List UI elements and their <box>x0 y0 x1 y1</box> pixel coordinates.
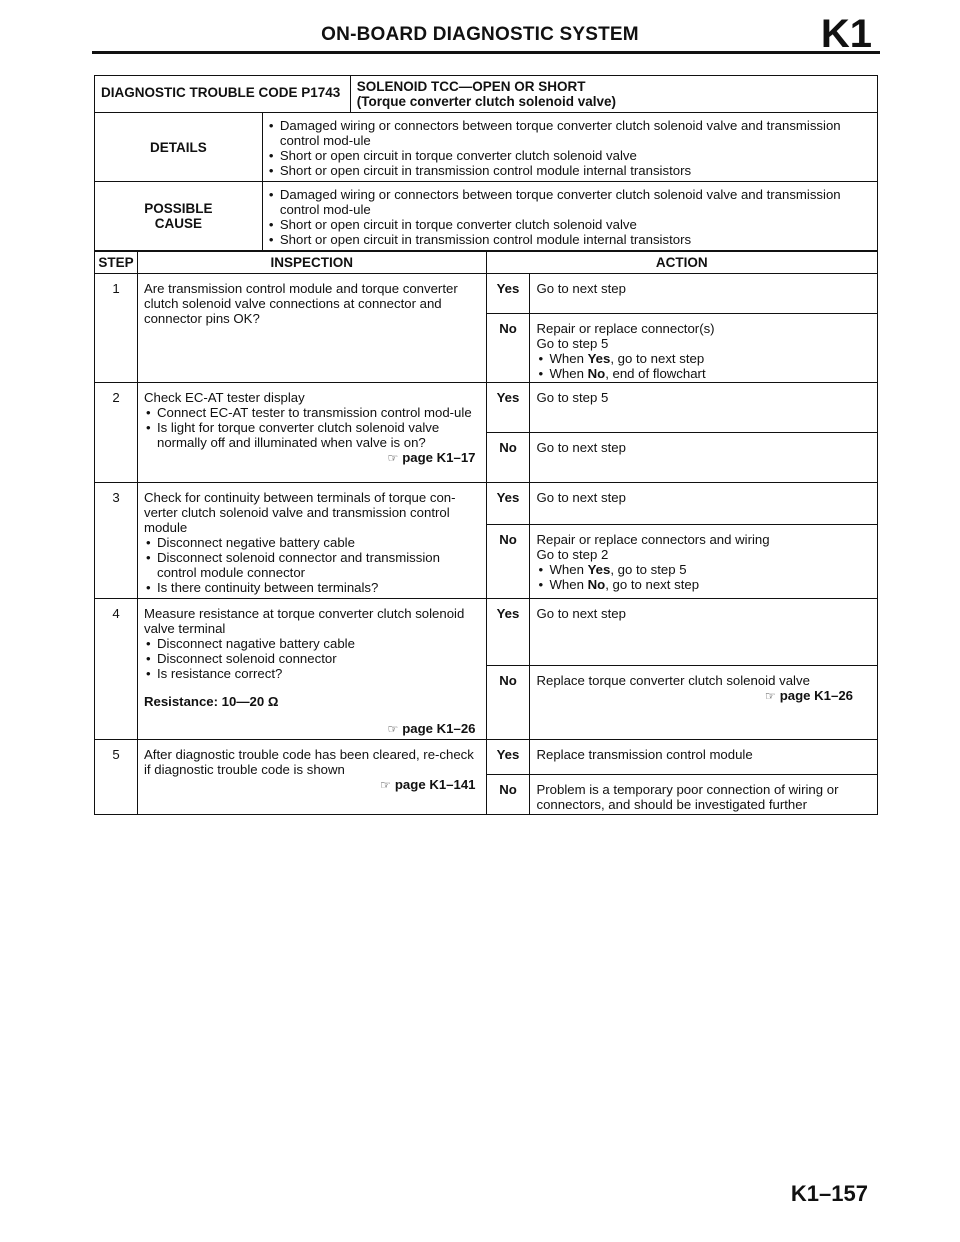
no-label: No <box>486 525 530 599</box>
yes-action: Replace transmission control module <box>530 740 878 775</box>
cause-cell <box>262 182 877 251</box>
yes-label: Yes <box>486 740 530 775</box>
yes-action: Go to next step <box>530 274 878 314</box>
pointing-hand-icon: ☞ <box>387 722 399 736</box>
dtc-title-line1: SOLENOID TCC—OPEN OR SHORT <box>356 79 586 94</box>
details-cell <box>262 113 877 182</box>
col-header-action: ACTION <box>486 252 877 274</box>
step-inspection: Check for continuity between terminals of torque con-verter clutch solenoid valve and transmission control module • Disconnect negative battery cable • Disconnect solenoid connector and transmission control module connector • Is there continuity between terminals? <box>137 483 486 599</box>
yes-action: Go to step 5 <box>530 383 878 433</box>
no-label: No <box>486 314 530 383</box>
yes-label: Yes <box>486 483 530 525</box>
pointing-hand-icon: ☞ <box>764 689 776 703</box>
yes-label: Yes <box>486 599 530 666</box>
pointing-hand-icon: ☞ <box>387 451 399 465</box>
steps-table <box>94 251 878 815</box>
dtc-title-line2: (Torque converter clutch solenoid valve) <box>356 94 617 109</box>
cause-item: • Short or open circuit in torque converter clutch solenoid valve <box>267 217 871 232</box>
dtc-title <box>350 76 877 113</box>
no-label: No <box>486 666 530 740</box>
col-header-step: STEP <box>95 252 138 274</box>
dtc-table <box>94 75 878 251</box>
page-reference: ☞ page K1–141 <box>380 777 476 792</box>
no-action: Go to next step <box>530 433 878 483</box>
header-rule <box>92 51 880 54</box>
step-number: 4 <box>95 599 138 740</box>
yes-action: Go to next step <box>530 483 878 525</box>
yes-label: Yes <box>486 274 530 314</box>
possible-cause-label: POSSIBLE CAUSE <box>95 182 263 251</box>
dtc-code-label: DIAGNOSTIC TROUBLE CODE P1743 <box>95 76 351 113</box>
col-header-inspection: INSPECTION <box>137 252 486 274</box>
cause-item: • Short or open circuit in transmission control module internal transistors <box>267 232 871 247</box>
no-action: Problem is a temporary poor connection of wiring or connectors, and should be investigated further <box>530 775 878 815</box>
step-number: 5 <box>95 740 138 815</box>
no-action: Repair or replace connector(s) Go to step 5 • When Yes, go to next step • When No, end of flowchart <box>530 314 878 383</box>
step-number: 1 <box>95 274 138 383</box>
page-number: K1–157 <box>790 1181 868 1206</box>
section-code: K1 <box>820 12 872 56</box>
step-inspection: After diagnostic trouble code has been cleared, re-check if diagnostic trouble code is shown ☞ page K1–141 <box>137 740 486 815</box>
yes-label: Yes <box>486 383 530 433</box>
pointing-hand-icon: ☞ <box>380 778 391 792</box>
details-item: • Short or open circuit in transmission control module internal transistors <box>267 163 871 178</box>
page-reference: ☞ page K1–26 <box>764 688 853 703</box>
details-item: • Damaged wiring or connectors between torque converter clutch solenoid valve and transmission control mod-ule <box>267 118 871 148</box>
step-number: 2 <box>95 383 138 483</box>
page-reference: ☞ page K1–17 <box>387 450 476 465</box>
step-inspection: Measure resistance at torque converter clutch solenoid valve terminal • Disconnect nagative battery cable • Disconnect solenoid connector • Is resistance correct? Resistance: 10—20 Ω ☞ page K1–26 <box>137 599 486 740</box>
page-reference: ☞ page K1–26 <box>387 721 476 736</box>
cause-item: • Damaged wiring or connectors between torque converter clutch solenoid valve and transmission control mod-ule <box>267 187 871 217</box>
no-action: Replace torque converter clutch solenoid valve ☞ page K1–26 <box>530 666 878 740</box>
no-label: No <box>486 433 530 483</box>
step-inspection: Check EC-AT tester display • Connect EC-AT tester to transmission control mod-ule • Is light for torque converter clutch solenoid valve normally off and illuminated when valve is on? ☞ page K1–17 <box>137 383 486 483</box>
resistance-spec: Resistance: 10—20 Ω <box>143 694 279 709</box>
step-number: 3 <box>95 483 138 599</box>
page-title: ON-BOARD DIAGNOSTIC SYSTEM <box>321 24 639 45</box>
yes-action: Go to next step <box>530 599 878 666</box>
step-inspection: Are transmission control module and torque converter clutch solenoid valve connections at connector and connector pins OK? <box>137 274 486 383</box>
details-item: • Short or open circuit in torque converter clutch solenoid valve <box>267 148 871 163</box>
no-label: No <box>486 775 530 815</box>
no-action: Repair or replace connectors and wiring Go to step 2 • When Yes, go to step 5 • When No, go to next step <box>530 525 878 599</box>
details-label: DETAILS <box>95 113 263 182</box>
